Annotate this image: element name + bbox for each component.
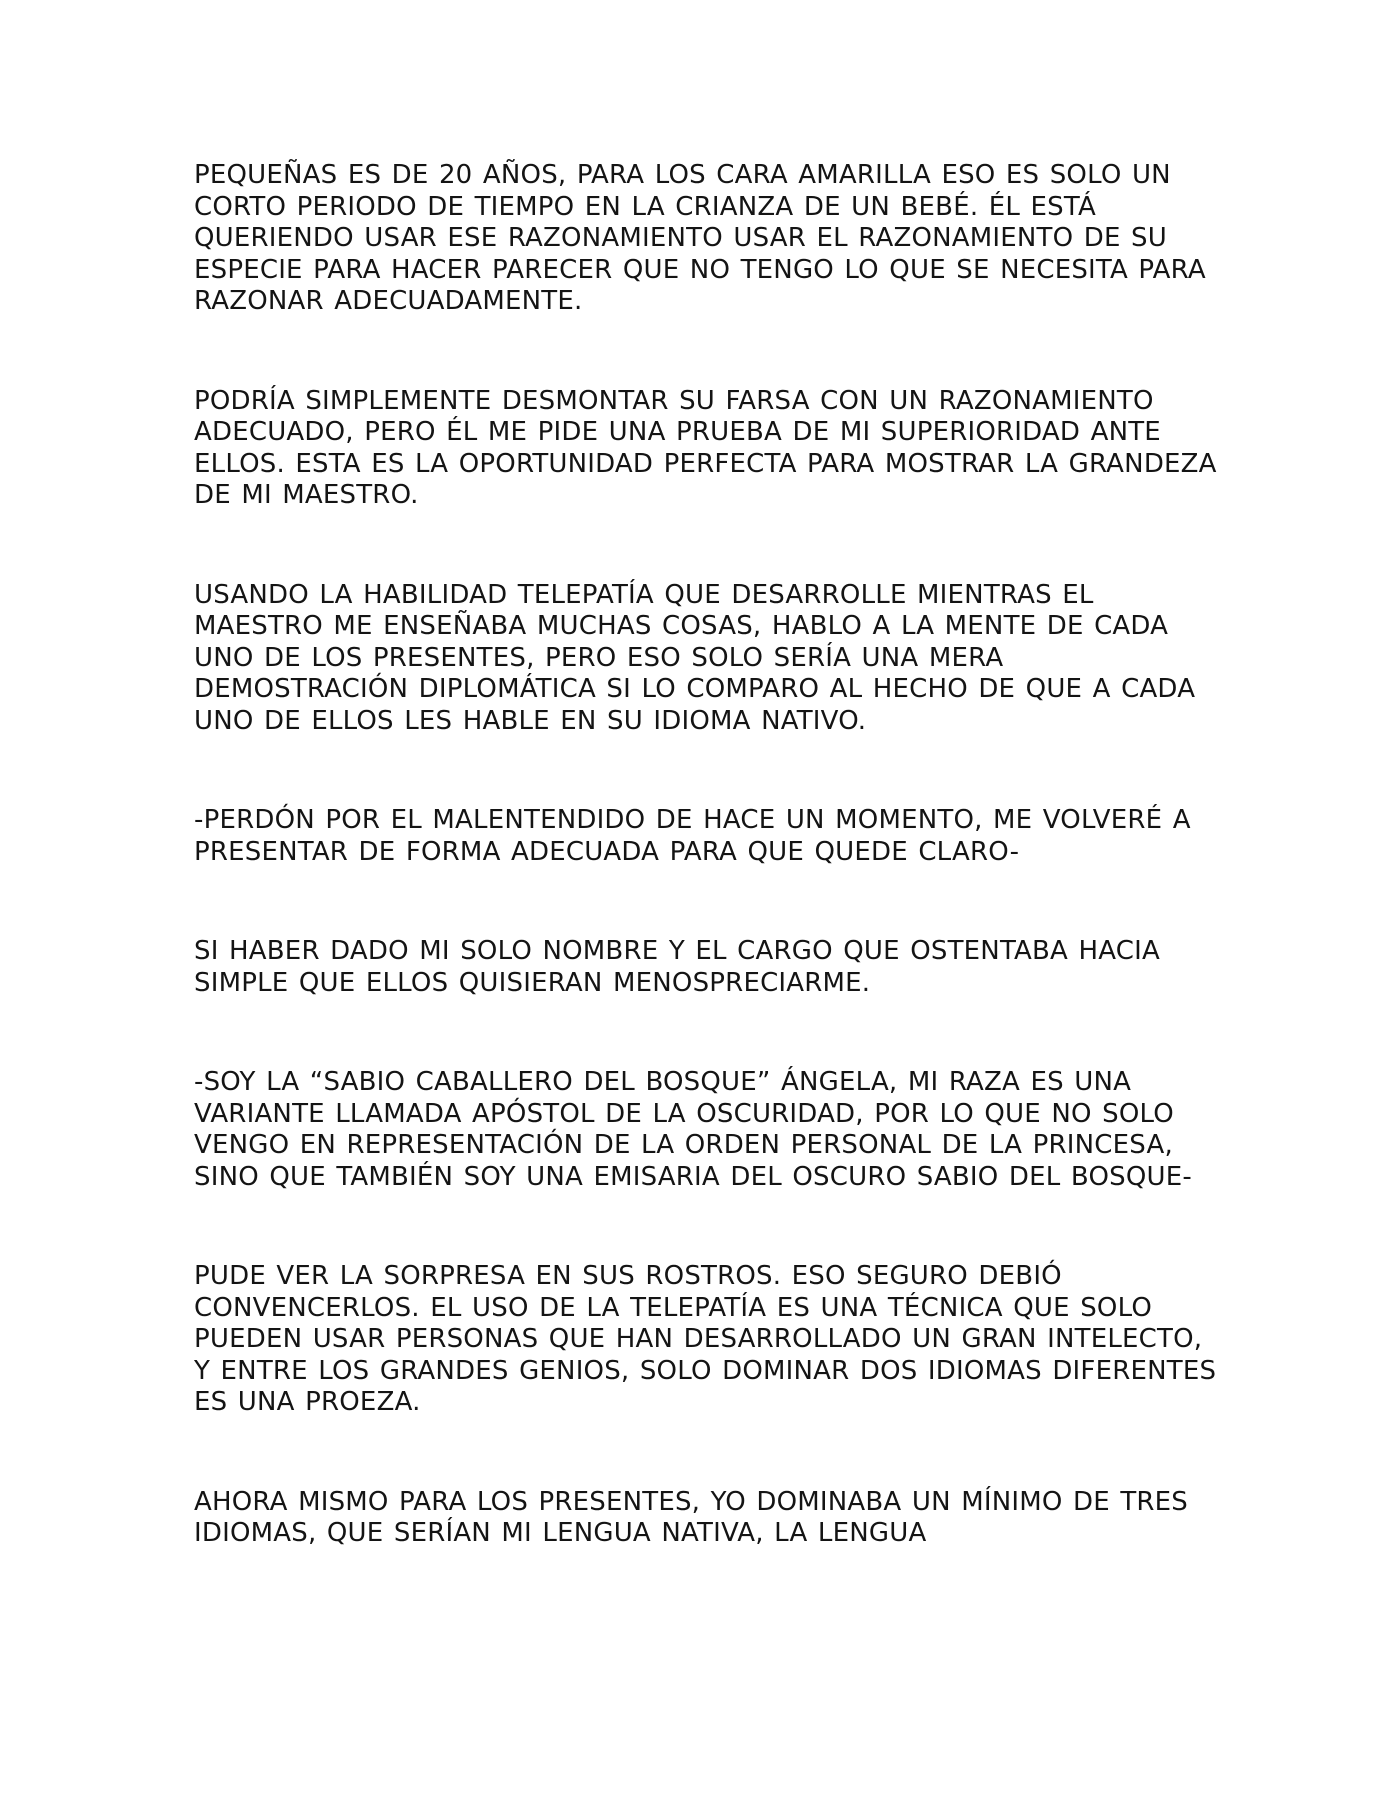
paragraph-3: USANDO LA HABILIDAD TELEPATÍA QUE DESARROLLE MIENTRAS EL MAESTRO ME ENSEÑABA MUCHAS COSAS, HABLO A LA MENTE DE CADA UNO DE LOS PRESENTES, PERO ESO SOLO SERÍA UNA MERA DEMOSTRACIÓN DIPLOMÁTICA SI LO COMPARO AL HECHO DE QUE A CADA UNO DE ELLOS LES HABLE EN SU IDIOMA NATIVO. — [194, 579, 1196, 736]
text-column — [194, 160, 1224, 1618]
paragraph-8: AHORA MISMO PARA LOS PRESENTES, YO DOMINABA UN MÍNIMO DE TRES IDIOMAS, QUE SERÍAN MI LENGUA NATIVA, LA LENGUA — [194, 1486, 1188, 1548]
paragraph-7: PUDE VER LA SORPRESA EN SUS ROSTROS. ESO SEGURO DEBIÓ CONVENCERLOS. EL USO DE LA TELEPATÍA ES UNA TÉCNICA QUE SOLO PUEDEN USAR PERSONAS QUE HAN DESARROLLADO UN GRAN INTELECTO, Y ENTRE LOS GRANDES GENIOS, SOLO DOMINAR DOS IDIOMAS DIFERENTES ES UNA PROEZA. — [194, 1261, 1217, 1417]
paragraph-2: PODRÍA SIMPLEMENTE DESMONTAR SU FARSA CON UN RAZONAMIENTO ADECUADO, PERO ÉL ME PIDE UNA PRUEBA DE MI SUPERIORIDAD ANTE ELLOS. ESTA ES LA OPORTUNIDAD PERFECTA PARA MOSTRAR LA GRANDEZA DE MI MAESTRO. — [194, 385, 1217, 510]
paragraph-5: SI HABER DADO MI SOLO NOMBRE Y EL CARGO QUE OSTENTABA HACIA SIMPLE QUE ELLOS QUISIERAN MENOSPRECIARME. — [194, 936, 1160, 998]
paragraph-6: -SOY LA “SABIO CABALLERO DEL BOSQUE” ÁNGELA, MI RAZA ES UNA VARIANTE LLAMADA APÓSTOL DE LA OSCURIDAD, POR LO QUE NO SOLO VENGO EN REPRESENTACIÓN DE LA ORDEN PERSONAL DE LA PRINCESA, SINO QUE TAMBIÉN SOY UNA EMISARIA DEL OSCURO SABIO DEL BOSQUE- — [194, 1067, 1192, 1192]
paragraph-1: PEQUEÑAS ES DE 20 AÑOS, PARA LOS CARA AMARILLA ESO ES SOLO UN CORTO PERIODO DE TIEMPO EN LA CRIANZA DE UN BEBÉ. ÉL ESTÁ QUERIENDO USAR ESE RAZONAMIENTO USAR EL RAZONAMIENTO DE SU ESPECIE PARA HACER PARECER QUE NO TENGO LO QUE SE NECESITA PARA RAZONAR ADECUADAMENTE. — [194, 160, 1206, 316]
paragraph-4: -PERDÓN POR EL MALENTENDIDO DE HACE UN MOMENTO, ME VOLVERÉ A PRESENTAR DE FORMA ADECUADA PARA QUE QUEDE CLARO- — [194, 805, 1191, 867]
